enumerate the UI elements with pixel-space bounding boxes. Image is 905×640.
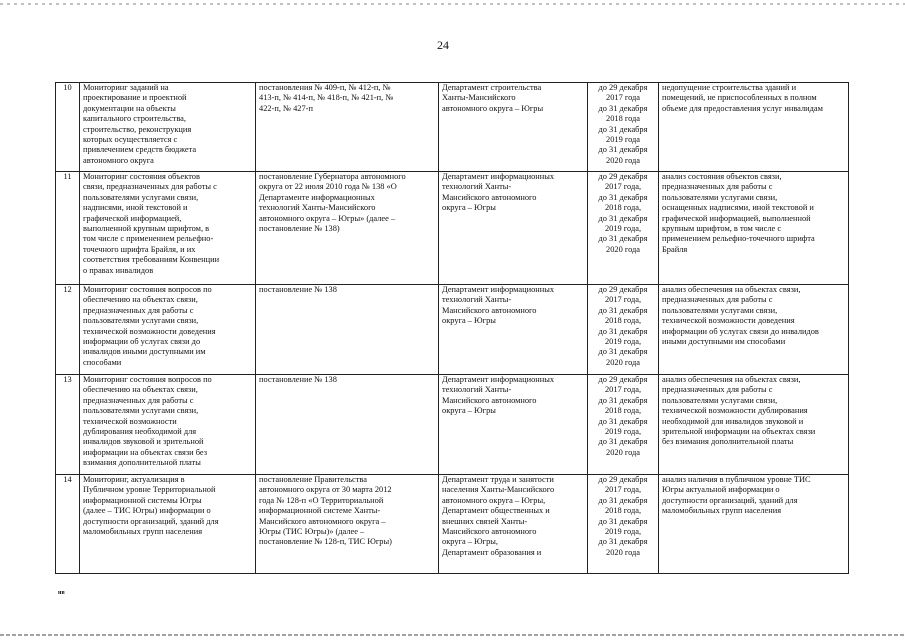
row-number: 10 [56, 83, 80, 172]
activity-cell: Мониторинг заданий на проектирование и проектной документации на объекты капитального строительства, строительство, реконструкция которых осуществляется с привлечением средств бюджета автономного округа [80, 83, 256, 172]
expected-result-cell: анализ состояния объектов связи, предназначенных для работы с пользователями услугами связи, оснащенных надписями, иной текстовой и графической информацией, выполненной крупным шрифтом, в том числе с применением рельефно-точечного шрифта Брайля [659, 172, 849, 285]
executor-cell: Департамент информационных технологий Ханты- Мансийского автономного округа – Югры [439, 285, 588, 375]
expected-result-cell: недопущение строительства зданий и помещений, не приспособленных в полном объеме для предоставления услуг инвалидам [659, 83, 849, 172]
deadline-cell: до 29 декабря 2017 года, до 31 декабря 2018 года, до 31 декабря 2019 года, до 31 декабря 2020 года [588, 375, 659, 475]
executor-cell: Департамент строительства Ханты-Мансийского автономного округа – Югры [439, 83, 588, 172]
row-number: 14 [56, 475, 80, 574]
deadline-cell: до 29 декабря 2017 года, до 31 декабря 2018 года, до 31 декабря 2019 года, до 31 декабря 2020 года [588, 172, 659, 285]
table-row [56, 475, 849, 574]
legal-document-cell: постановление Правительства автономного округа от 30 марта 2012 года № 128-п «О Территориальной информационной системе Ханты- Мансийского автономного округа – Югры (ТИС Югры)» (далее – постановление № 128-п, ТИС Югры) [256, 475, 439, 574]
expected-result-cell: анализ обеспечения на объектах связи, предназначенных для работы с пользователями услугами связи, технической возможности доведения информации об услугах связи до инвалидов иными доступными им способами [659, 285, 849, 375]
row-number: 12 [56, 285, 80, 375]
activity-cell: Мониторинг состояния вопросов по обеспечению на объектах связи, предназначенных для работы с пользователями услугами связи, технической возможности доведения информации об услугах связи до инвалидов иными доступными им способами [80, 285, 256, 375]
expected-result-cell: анализ обеспечения на объектах связи, предназначенных для работы с пользователями услугами связи, технической возможности дублирования необходимой для инвалидов звуковой и зрительной информации на объектах связи без взимания дополнительной платы [659, 375, 849, 475]
activity-cell: Мониторинг состояния объектов связи, предназначенных для работы с пользователями услугами связи, надписями, иной текстовой и графической информацией, выполненной крупным шрифтом, в том числе с применением рельефно- точечного шрифта Брайля, и их соответствия требованиям Конвенции о правах инвалидов [80, 172, 256, 285]
row-number: 13 [56, 375, 80, 475]
table-row [56, 172, 849, 285]
footer-mark: нв [58, 590, 65, 596]
table-row [56, 285, 849, 375]
measures-table [55, 82, 849, 574]
legal-document-cell: постановление Губернатора автономного округа от 22 июля 2010 года № 138 «О Департаменте информационных технологий Ханты-Мансийского автономного округа – Югры» (далее – постановление № 138) [256, 172, 439, 285]
deadline-cell: до 29 декабря 2017 года, до 31 декабря 2018 года, до 31 декабря 2019 года, до 31 декабря 2020 года [588, 475, 659, 574]
activity-cell: Мониторинг, актуализация в Публичном уровне Территориальной информационной системы Югры (далее – ТИС Югры) информации о доступности организаций, зданий для маломобильных групп населения [80, 475, 256, 574]
legal-document-cell: постановления № 409-п, № 412-п, № 413-п, № 414-п, № 418-п, № 421-п, № 422-п, № 427-п [256, 83, 439, 172]
executor-cell: Департамент труда и занятости населения Ханты-Мансийского автономного округа – Югры, Департамент общественных и внешних связей Ханты- Мансийского автономного округа – Югры, Департамент образования и [439, 475, 588, 574]
scan-edge-top [0, 3, 905, 5]
deadline-cell: до 29 декабря 2017 года до 31 декабря 2018 года до 31 декабря 2019 года до 31 декабря 2020 года [588, 83, 659, 172]
page-number: 24 [437, 38, 449, 52]
activity-cell: Мониторинг состояния вопросов по обеспечению на объектах связи, предназначенных для работы с пользователями услугами связи, технической возможности дублирования необходимой для инвалидов звуковой и зрительной информации на объектах связи без взимания дополнительной платы [80, 375, 256, 475]
table-row [56, 83, 849, 172]
expected-result-cell: анализ наличия в публичном уровне ТИС Югры актуальной информации о доступности организаций, зданий для маломобильных групп населения [659, 475, 849, 574]
executor-cell: Департамент информационных технологий Ханты- Мансийского автономного округа – Югры [439, 375, 588, 475]
executor-cell: Департамент информационных технологий Ханты- Мансийского автономного округа – Югры [439, 172, 588, 285]
scan-edge-bottom [0, 634, 905, 636]
legal-document-cell: постановление № 138 [256, 285, 439, 375]
row-number: 11 [56, 172, 80, 285]
deadline-cell: до 29 декабря 2017 года, до 31 декабря 2018 года, до 31 декабря 2019 года, до 31 декабря 2020 года [588, 285, 659, 375]
legal-document-cell: постановление № 138 [256, 375, 439, 475]
table-row [56, 375, 849, 475]
